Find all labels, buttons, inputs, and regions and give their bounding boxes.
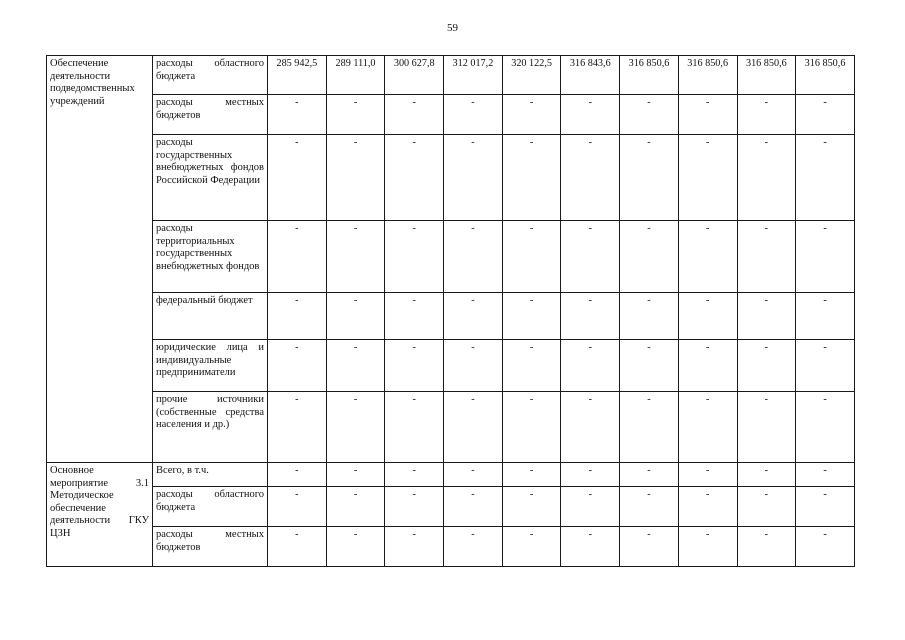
amount-cell: - <box>561 340 620 392</box>
amount-cell: - <box>737 527 796 567</box>
amount-cell: - <box>502 487 561 527</box>
amount-cell: - <box>561 221 620 293</box>
amount-cell: - <box>444 463 503 487</box>
amount-cell: - <box>620 392 679 463</box>
amount-cell: - <box>444 135 503 221</box>
amount-cell: - <box>737 487 796 527</box>
amount-cell: - <box>268 221 327 293</box>
amount-cell: - <box>796 340 855 392</box>
amount-cell: - <box>502 340 561 392</box>
amount-cell: - <box>385 221 444 293</box>
measure-name-cell: Обеспечение деятельности подведомственных учреждений <box>47 56 153 463</box>
amount-cell: - <box>620 340 679 392</box>
amount-cell: - <box>561 293 620 340</box>
amount-cell: - <box>737 340 796 392</box>
amount-cell: - <box>326 221 385 293</box>
amount-cell: - <box>268 95 327 135</box>
amount-cell: - <box>326 527 385 567</box>
funding-source-cell: расходы областного бюджета <box>153 487 268 527</box>
table-row <box>47 527 855 567</box>
amount-cell: - <box>561 487 620 527</box>
amount-cell: - <box>678 487 737 527</box>
amount-cell: - <box>502 293 561 340</box>
amount-cell: - <box>737 392 796 463</box>
amount-cell: - <box>561 463 620 487</box>
amount-cell: - <box>561 95 620 135</box>
amount-cell: - <box>620 527 679 567</box>
amount-cell: 300 627,8 <box>385 56 444 95</box>
amount-cell: - <box>561 392 620 463</box>
amount-cell: - <box>796 392 855 463</box>
amount-cell: - <box>268 463 327 487</box>
amount-cell: - <box>796 463 855 487</box>
amount-cell: - <box>268 340 327 392</box>
amount-cell: - <box>502 392 561 463</box>
table-row <box>47 340 855 392</box>
amount-cell: 320 122,5 <box>502 56 561 95</box>
amount-cell: - <box>796 95 855 135</box>
amount-cell: - <box>385 487 444 527</box>
amount-cell: - <box>796 293 855 340</box>
amount-cell: - <box>268 487 327 527</box>
amount-cell: - <box>502 135 561 221</box>
funding-source-cell: расходы государственных внебюджетных фондов Российской Федерации <box>153 135 268 221</box>
funding-source-cell: расходы областного бюджета <box>153 56 268 95</box>
page-number: 59 <box>447 22 458 34</box>
amount-cell: - <box>737 95 796 135</box>
amount-cell: - <box>678 527 737 567</box>
amount-cell: - <box>385 392 444 463</box>
amount-cell: - <box>268 392 327 463</box>
amount-cell: - <box>561 527 620 567</box>
amount-cell: - <box>444 340 503 392</box>
amount-cell: - <box>385 293 444 340</box>
funding-source-cell: Всего, в т.ч. <box>153 463 268 487</box>
funding-source-cell: федеральный бюджет <box>153 293 268 340</box>
amount-cell: - <box>620 463 679 487</box>
table-row <box>47 392 855 463</box>
amount-cell: - <box>737 293 796 340</box>
amount-cell: - <box>326 340 385 392</box>
table-row <box>47 221 855 293</box>
amount-cell: - <box>561 135 620 221</box>
amount-cell: - <box>678 340 737 392</box>
amount-cell: - <box>796 527 855 567</box>
table-row <box>47 463 855 487</box>
amount-cell: - <box>326 487 385 527</box>
amount-cell: - <box>326 463 385 487</box>
amount-cell: 316 850,6 <box>737 56 796 95</box>
amount-cell: - <box>620 293 679 340</box>
amount-cell: - <box>385 340 444 392</box>
amount-cell: - <box>268 527 327 567</box>
amount-cell: 316 850,6 <box>620 56 679 95</box>
amount-cell: - <box>620 221 679 293</box>
amount-cell: - <box>502 95 561 135</box>
table-row <box>47 487 855 527</box>
amount-cell: - <box>678 293 737 340</box>
amount-cell: - <box>678 95 737 135</box>
amount-cell: 289 111,0 <box>326 56 385 95</box>
amount-cell: - <box>796 487 855 527</box>
amount-cell: - <box>326 95 385 135</box>
amount-cell: - <box>444 487 503 527</box>
amount-cell: 316 850,6 <box>796 56 855 95</box>
amount-cell: - <box>620 487 679 527</box>
funding-source-cell: расходы местных бюджетов <box>153 95 268 135</box>
amount-cell: - <box>444 293 503 340</box>
funding-table <box>46 55 855 567</box>
funding-source-cell: прочие источники (собственные средства населения и др.) <box>153 392 268 463</box>
amount-cell: - <box>737 221 796 293</box>
amount-cell: - <box>796 135 855 221</box>
measure-name-cell: Основное мероприятие 3.1 Методическое обеспечение деятельности ГКУ ЦЗН <box>47 463 153 567</box>
amount-cell: - <box>737 135 796 221</box>
amount-cell: - <box>678 463 737 487</box>
amount-cell: 316 850,6 <box>678 56 737 95</box>
amount-cell: - <box>502 527 561 567</box>
amount-cell: - <box>444 527 503 567</box>
table-row <box>47 293 855 340</box>
amount-cell: - <box>385 527 444 567</box>
funding-source-cell: расходы местных бюджетов <box>153 527 268 567</box>
table-row <box>47 95 855 135</box>
amount-cell: - <box>268 293 327 340</box>
amount-cell: - <box>678 392 737 463</box>
amount-cell: - <box>326 135 385 221</box>
amount-cell: - <box>796 221 855 293</box>
table-row <box>47 135 855 221</box>
amount-cell: - <box>326 392 385 463</box>
amount-cell: - <box>620 95 679 135</box>
amount-cell: - <box>444 221 503 293</box>
amount-cell: 312 017,2 <box>444 56 503 95</box>
amount-cell: - <box>502 463 561 487</box>
amount-cell: - <box>502 221 561 293</box>
amount-cell: - <box>678 135 737 221</box>
table-row <box>47 56 855 95</box>
funding-source-cell: юридические лица и индивидуальные предприниматели <box>153 340 268 392</box>
amount-cell: 316 843,6 <box>561 56 620 95</box>
amount-cell: - <box>444 392 503 463</box>
amount-cell: - <box>326 293 385 340</box>
amount-cell: - <box>268 135 327 221</box>
amount-cell: - <box>620 135 679 221</box>
amount-cell: - <box>737 463 796 487</box>
amount-cell: - <box>385 463 444 487</box>
funding-source-cell: расходы территориальных государственных внебюджетных фондов <box>153 221 268 293</box>
amount-cell: - <box>385 135 444 221</box>
amount-cell: 285 942,5 <box>268 56 327 95</box>
amount-cell: - <box>444 95 503 135</box>
amount-cell: - <box>678 221 737 293</box>
amount-cell: - <box>385 95 444 135</box>
